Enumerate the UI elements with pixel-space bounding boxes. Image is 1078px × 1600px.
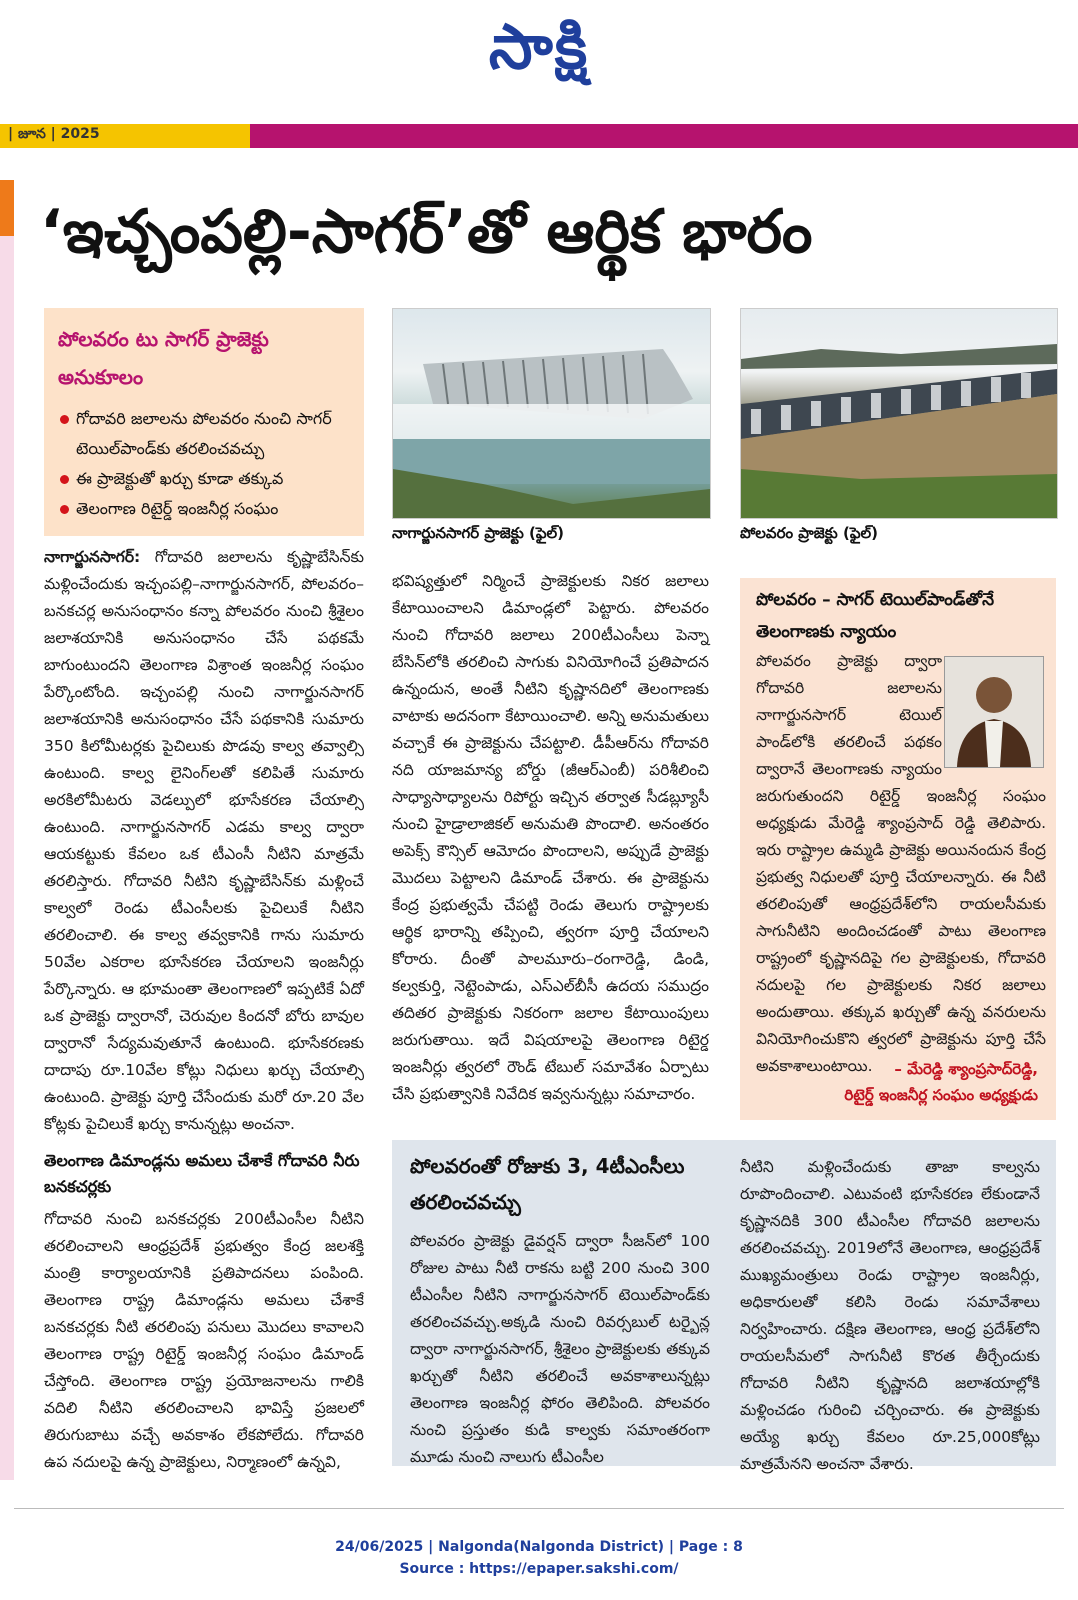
highlight-list — [58, 404, 358, 524]
quote-text: పోలవరం ప్రాజెక్టు ద్వారా గోదావరి జలాలను నాగార్జునసాగర్ టెయిల్ పాండ్‌లోకి తరలించే పథకం ద్వారానే తెలంగాణకు న్యాయం జరుగుతుందని రిటైర్డ్ ఇంజనీర్ల సంఘం అధ్యక్షుడు మేరెడ్డి శ్యాంప్రసాద్ రెడ్డి తెలిపారు. ఇరు రాష్ట్రాల ఉమ్మడి ప్రాజెక్టు అయినందున కేంద్ర ప్రభుత్వ నిధులతో పూర్తి చేయాలన్నారు. ఈ నీటి తరలింపుతో ఆంధ్రప్రదేశ్‌లోని రాయలసీమకు సాగునీటిని అందించడంతో పాటు తెలంగాణ రాష్ట్రంలో కృష్ణానదిపై గల ప్రాజెక్టులకు, గోదావరి నదులపై గల ప్రాజెక్టులకు నికర జలాలు అందుతాయి. తక్కువ ఖర్చుతో ఉన్న వనరులను వినియోగించుకొని త్వరలో ప్రాజెక్టును పూర్తి చేసే అవకాశాలుంటాయి. — [756, 652, 1046, 1075]
bottom-box-col1: పోలవరం ప్రాజెక్టు డైవర్షన్ ద్వారా సీజన్‌లో 100 రోజుల పాటు నీటి రాకను బట్టి 200 నుంచి 300 టీఎంసీల నీటిని నాగార్జునసాగర్ టెయిల్‌పాండ్‌కు తరలించవచ్చు.అక్కడి నుంచి రివర్సబుల్ టర్బైన్ల ద్వారా నాగార్జునసాగర్, శ్రీశైలం ప్రాజెక్టులకు తక్కువ ఖర్చుతో నీటిని తరలించే అవకాశాలున్నట్లు తెలంగాణ ఇంజనీర్ల ఫోరం తెలిపింది. పోలవరం నుంచి ప్రస్తుతం కుడి కాల్వకు సమాంతరంగా మూడు నుంచి నాలుగు టీఎంసీల — [410, 1232, 710, 1466]
portrait-photo — [944, 656, 1044, 768]
newspaper-logo: సాక్షి — [488, 10, 590, 83]
column-1 — [44, 544, 364, 1140]
highlight-item: ఈ ప్రాజెక్టుతో ఖర్చు కూడా తక్కువ — [58, 464, 358, 494]
left-margin-strip — [0, 180, 14, 1480]
column1-body-2: గోదావరి నుంచి బనకచర్లకు 200టీఎంసీల నీటిని తరలించాలని ఆంధ్రప్రదేశ్ ప్రభుత్వం కేంద్ర జలశక్తి మంత్రి కార్యాలయానికి ప్రతిపాదనలు పంపింది. తెలంగాణ రాష్ట్ర డిమాండ్లను అమలు చేశాకే బనకచర్లకు నీటి తరలింపు పనులు మొదలు కావాలని తెలంగాణ రాష్ట్ర రిటైర్డ్ ఇంజనీర్ల సంఘం డిమాండ్ చేస్తోంది. తెలంగాణ రాష్ట్ర ప్రయోజనాలను గాలికి వదిలి నీటిని తరలించాలని భావిస్తే ప్రజలలో తిరుగుబాటు వచ్చే అవకాశం లేకపోలేదు. గోదావరి ఉప నదులపై ఉన్న ప్రాజెక్టులు, నిర్మాణంలో ఉన్నవి, — [44, 1210, 364, 1471]
highlight-box-title: పోలవరం టు సాగర్ ప్రాజెక్టు అనుకూలం — [58, 327, 269, 389]
masthead — [0, 0, 1078, 122]
column-1b — [44, 1206, 364, 1471]
nagarjunasagar-dam-photo — [392, 308, 711, 519]
quote-box — [740, 578, 1056, 1120]
headline: ‘ఇచ్చంపల్లి-సాగర్’తో ఆర్థిక భారం — [40, 197, 813, 267]
bottom-box-title: పోలవరంతో రోజుకు 3, 4టీఎంసీలు తరలించవచ్చు — [410, 1154, 685, 1214]
footer — [0, 1536, 1078, 1580]
dateline: నాగార్జునసాగర్: — [44, 548, 141, 566]
highlight-item: గోదావరి జలాలను పోలవరం నుంచి సాగర్ టెయిల్‌పాండ్‌కు తరలించవచ్చు — [58, 404, 358, 464]
footer-source: Source : https://epaper.sakshi.com/ — [399, 1561, 679, 1577]
column1-subhead: తెలంగాణ డిమాండ్లను అమలు చేశాకే గోదావరి నీరు బనకచర్లకు — [44, 1151, 360, 1196]
quote-signature-role: రిటైర్డ్ ఇంజనీర్ల సంఘం అధ్యక్షుడు — [844, 1086, 1038, 1104]
band-date: | జూన | 2025 — [8, 126, 100, 142]
left-margin-accent — [0, 180, 14, 236]
column1-body: గోదావరి జలాలను కృష్ణాబేసిన్‌కు మళ్లించేందుకు ఇచ్చంపల్లి–నాగార్జునసాగర్, పోలవరం–బనకచర్ల అనుసంధానం కన్నా పోలవరం నుంచి శ్రీశైలం జలాశయానికి అనుసంధానం చేసే పథకమే బాగుంటుందని తెలంగాణ విశ్రాంత ఇంజనీర్ల సంఘం పేర్కొంటోంది. ఇచ్చంపల్లి నుంచి నాగార్జునసాగర్ జలాశయానికి అనుసంధానం చేసే పథకానికి సుమారు 350 కిలోమీటర్లకు పైచిలుకు పొడవు కాల్వ తవ్వాల్సి ఉంటుంది. కాల్వ లైనింగ్‌లతో కలిపితే సుమారు అరకిలోమీటరు వెడల్పులో భూసేకరణ చేయాల్సి ఉంటుంది. నాగార్జునసాగర్ ఎడమ కాల్వ ద్వారా ఆయకట్టుకు కేవలం ఒక టీఎంసీ నీటిని మాత్రమే తరలిస్తారు. గోదావరి నీటిని కృష్ణాబేసిన్‌కు మళ్లించే కాల్వలో రెండు టీఎంసీలకు పైచిలుకే నీటిని తరలించాలి. ఈ కాల్వ తవ్వకానికి గాను సుమారు 50వేల ఎకరాల భూసేకరణ చేయాలని ఇంజనీర్లు పేర్కొన్నారు. ఆ భూమంతా తెలంగాణలో ఇప్పటికే ఏదో ఒక ప్రాజెక్టు ద్వారానో, చెరువుల కిందనో బోరు బావుల ద్వారానో సేద్యమవుతూనే ఉంటుంది. భూసేకరణకు దాదాపు రూ.10వేల కోట్లు నిధులు ఖర్చు చేయాల్సి ఉంటుంది. ప్రాజెక్టు పూర్తి చేసేందుకు మరో రూ.20 వేల కోట్లకు పైచిలుకే ఖర్చు కానున్నట్లు అంచనా. — [44, 548, 364, 1133]
bottom-box — [392, 1140, 1056, 1473]
photo2-caption: పోలవరం ప్రాజెక్టు (ఫైల్) — [740, 524, 878, 542]
column2-body: భవిష్యత్తులో నిర్మించే ప్రాజెక్టులకు నికర జలాలు కేటాయించాలని డిమాండ్లలో పెట్టారు. పోలవరం నుంచి గోదావరి జలాలు 200టీఎంసీలు పెన్నా బేసిన్‌లోకి తరలించి సాగుకు వినియోగించే ప్రతిపాదన ఉన్నందున, అంతే నీటిని కృష్ణానదిలో తెలంగాణకు వాటాకు అదనంగా కేటాయించాలి. అన్ని అనుమతులు వచ్చాకే ఈ ప్రాజెక్టును చేపట్టాలి. డీపీఆర్‌ను గోదావరి నది యాజమాన్య బోర్డు (జీఆర్ఎంబీ) పరిశీలించి సాధ్యాసాధ్యాలను రిపోర్టు ఇచ్చిన తర్వాత సీడబ్ల్యూసీ నుంచి హైడ్రాలాజికల్ అనుమతి పొందాలి. అనంతరం అపెక్స్ కౌన్సిల్ ఆమోదం పొందాలని, అప్పుడే ప్రాజెక్టు మొదలు పెట్టాలని డిమాండ్ చేశారు. ఈ ప్రాజెక్టును కేంద్ర ప్రభుత్వమే చేపట్టి రెండు తెలుగు రాష్ట్రాలకు ఆర్థిక భారాన్ని తప్పించి, త్వరగా పూర్తి చేయాలని కోరారు. దీంతో పాలమూరు–రంగారెడ్డి, డిండి, కల్వకుర్తి, నెట్టెంపాడు, ఎస్ఎల్‌బీసీ ఉదయ సముద్రం తదితర ప్రాజెక్టుకు నికరంగా జలాల కేటాయింపులు జరుగుతాయి. ఇదే విషయాలపై తెలంగాణ రిటైర్డ ఇంజనీర్లు త్వరలో రౌండ్ టేబుల్ సమావేశం ఏర్పాటు చేసి ప్రభుత్వానికి నివేదిక ఇవ్వనున్నట్లు సమాచారం. — [392, 572, 709, 1103]
photo1-caption: నాగార్జునసాగర్ ప్రాజెక్టు (ఫైల్) — [392, 524, 565, 542]
highlight-box — [44, 308, 364, 536]
column-2 — [392, 568, 709, 1128]
highlight-item: తెలంగాణ రిటైర్డ్ ఇంజనీర్ల సంఘం — [58, 494, 358, 524]
polavaram-project-photo — [740, 308, 1058, 519]
quote-box-title: పోలవరం – సాగర్ టెయిల్‌పాండ్‌తోనే తెలంగాణకు న్యాయం — [756, 590, 995, 642]
color-band — [0, 124, 1078, 148]
band-magenta — [250, 124, 1078, 148]
bottom-box-col2: నీటిని మళ్లించేందుకు తాజా కాల్వను రూపొందించాలి. ఎటువంటి భూసేకరణ లేకుండానే కృష్ణానదికి 300 టీఎంసీల గోదావరి జలాలను తరలించవచ్చు. 2019లోనే తెలంగాణ, ఆంధ్రప్రదేశ్ ముఖ్యమంత్రులు రెండు రాష్ట్రాల ఇంజనీర్లు, అధికారులతో కలిసి రెండు సమావేశాలు నిర్వహించారు. దక్షిణ తెలంగాణ, ఆంధ్ర ప్రదేశ్‌లోని రాయలసీమలో సాగునీటి కొరత తీర్చేందుకు గోదావరి నీటిని కృష్ణానది జలాశయాల్లోకి మళ్లించడం గురించి చర్చించారు. ఈ ప్రాజెక్టుకు అయ్యే ఖర్చు కేవలం రూ.25,000కోట్లు మాత్రమేనని అంచనా వేశారు. — [740, 1158, 1040, 1473]
footer-rule — [14, 1508, 1064, 1509]
footer-dateline: 24/06/2025 | Nalgonda(Nalgonda District) | Page : 8 — [335, 1539, 743, 1555]
quote-signature-name: – మేరెడ్డి శ్యాంప్రసాద్‌రెడ్డి, — [894, 1060, 1038, 1078]
